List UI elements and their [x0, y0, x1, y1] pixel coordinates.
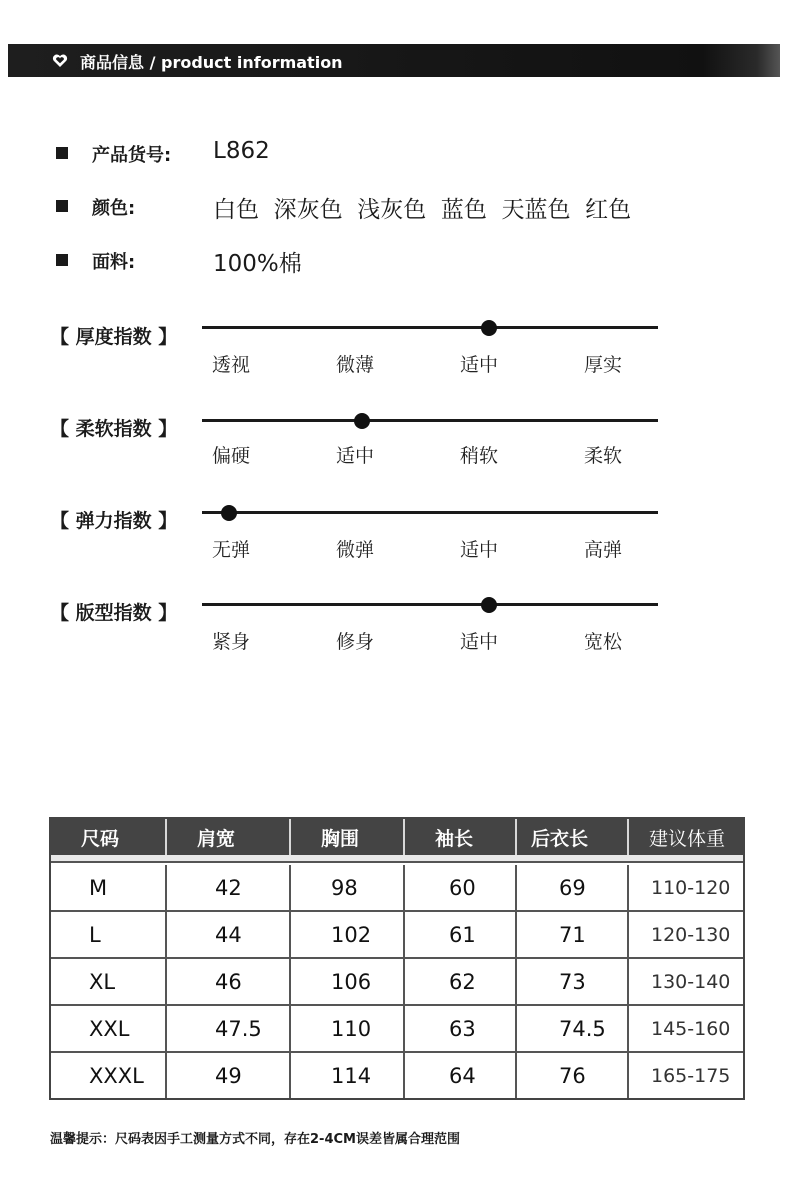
table-cell: 44 [167, 912, 291, 957]
index-marker [481, 320, 497, 336]
table-cell: 110-120 [651, 876, 731, 899]
table-header-cell: 后衣长 [517, 819, 629, 855]
index-title: 【 柔软指数 】 [50, 418, 178, 440]
info-row-fabric [56, 245, 302, 277]
table-cell: 106 [291, 959, 405, 1004]
index-track [202, 511, 658, 514]
index-tick: 宽松 [584, 631, 623, 653]
table-cell: XL [51, 959, 167, 1004]
table-cell: 64 [405, 1053, 517, 1098]
table-cell: 98 [291, 865, 405, 910]
index-track [202, 326, 658, 329]
table-cell: 130-140 [651, 970, 731, 993]
table-cell: 76 [517, 1053, 629, 1098]
table-header-cell: 袖长 [405, 819, 517, 855]
square-bullet-icon [56, 254, 68, 266]
index-title: 【 版型指数 】 [50, 602, 178, 624]
table-cell: 120-130 [651, 923, 731, 946]
size-table [49, 817, 745, 1100]
table-cell: 165-175 [651, 1064, 731, 1087]
info-label: 面料: [92, 252, 136, 273]
table-cell: XXL [51, 1006, 167, 1051]
index-tick: 微弹 [336, 539, 375, 561]
table-header-row [51, 819, 743, 855]
table-cell: 60 [405, 865, 517, 910]
info-value: 100%棉 [213, 251, 302, 277]
table-cell: M [51, 865, 167, 910]
info-row-color [56, 191, 632, 223]
table-cell: L [51, 912, 167, 957]
index-track [202, 419, 658, 422]
index-marker [221, 505, 237, 521]
index-title: 【 弹力指数 】 [50, 510, 178, 532]
table-cell: 71 [517, 912, 629, 957]
table-row [51, 1006, 743, 1053]
info-row-sku [56, 138, 270, 168]
footer-tip: 温馨提示：尺码表因手工测量方式不同，存在2-4CM误差皆属合理范围 [50, 1132, 460, 1147]
table-row [51, 1053, 743, 1100]
index-tick: 稍软 [460, 445, 499, 467]
header-title: 商品信息 / product information [80, 53, 343, 72]
index-tick: 柔软 [584, 445, 623, 467]
index-track [202, 603, 658, 606]
info-label: 颜色: [92, 198, 136, 219]
index-tick: 适中 [460, 539, 499, 561]
table-cell: 47.5 [167, 1006, 291, 1051]
table-cell: 73 [517, 959, 629, 1004]
index-tick: 紧身 [212, 631, 251, 653]
info-label: 产品货号: [92, 145, 172, 166]
table-row [51, 959, 743, 1006]
table-cell: 114 [291, 1053, 405, 1098]
table-row [51, 912, 743, 959]
table-row [51, 865, 743, 912]
index-marker [481, 597, 497, 613]
index-tick: 偏硬 [212, 445, 251, 467]
table-header-cell: 胸围 [291, 819, 405, 855]
header-bar [8, 44, 780, 77]
table-cell: XXXL [51, 1053, 167, 1098]
square-bullet-icon [56, 200, 68, 212]
table-cell: 61 [405, 912, 517, 957]
table-header-cell: 尺码 [51, 819, 167, 855]
index-title: 【 厚度指数 】 [50, 326, 178, 348]
table-cell: 49 [167, 1053, 291, 1098]
index-marker [354, 413, 370, 429]
table-cell: 46 [167, 959, 291, 1004]
table-header-cell: 建议体重 [649, 827, 726, 850]
index-tick: 适中 [460, 631, 499, 653]
info-value: 白色 深灰色 浅灰色 蓝色 天蓝色 红色 [213, 197, 632, 223]
index-tick: 适中 [336, 445, 375, 467]
index-tick: 透视 [212, 354, 251, 376]
table-cell: 63 [405, 1006, 517, 1051]
table-cell: 110 [291, 1006, 405, 1051]
info-value: L862 [213, 138, 270, 164]
table-cell: 69 [517, 865, 629, 910]
index-tick: 修身 [336, 631, 375, 653]
index-tick: 适中 [460, 354, 499, 376]
index-tick: 微薄 [336, 354, 375, 376]
table-cell: 62 [405, 959, 517, 1004]
table-header-cell: 肩宽 [167, 819, 291, 855]
index-tick: 无弹 [212, 539, 251, 561]
table-cell: 102 [291, 912, 405, 957]
index-tick: 厚实 [584, 354, 623, 376]
heart-icon [52, 54, 68, 68]
table-cell: 145-160 [651, 1017, 731, 1040]
table-cell: 42 [167, 865, 291, 910]
table-header-band [51, 855, 743, 863]
table-cell: 74.5 [517, 1006, 629, 1051]
square-bullet-icon [56, 147, 68, 159]
index-tick: 高弹 [584, 539, 623, 561]
